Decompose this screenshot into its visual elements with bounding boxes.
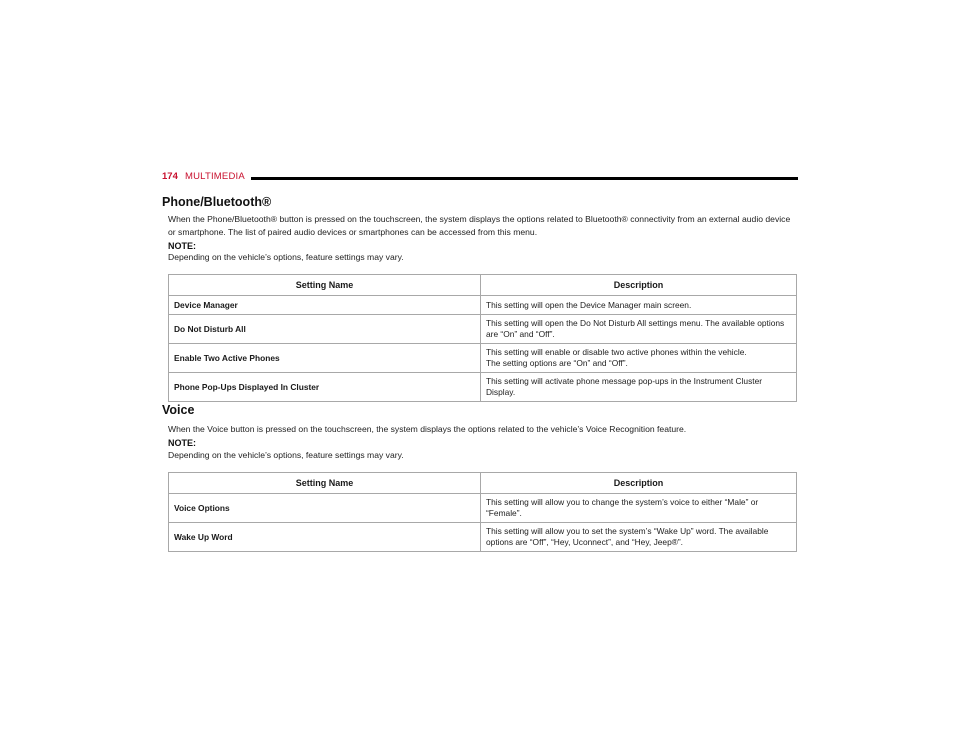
setting-name: Phone Pop-Ups Displayed In Cluster <box>169 373 481 402</box>
header-rule <box>251 177 798 180</box>
table-row <box>169 344 797 373</box>
phone-note-label: NOTE: <box>168 241 196 251</box>
phone-bluetooth-heading: Phone/Bluetooth® <box>162 195 272 209</box>
setting-description: This setting will activate phone message pop-ups in the Instrument Cluster Display. <box>481 373 797 402</box>
section-name: MULTIMEDIA <box>185 171 245 182</box>
phone-settings-table <box>168 274 797 402</box>
setting-description: This setting will open the Device Manager main screen. <box>481 296 797 315</box>
column-header-description: Description <box>481 473 797 494</box>
table-row <box>169 296 797 315</box>
column-header-setting-name: Setting Name <box>169 473 481 494</box>
setting-description <box>481 344 797 373</box>
page-header <box>162 171 798 185</box>
voice-note-label: NOTE: <box>168 438 196 448</box>
column-header-setting-name: Setting Name <box>169 275 481 296</box>
setting-description: This setting will open the Do Not Disturb All settings menu. The available options are “On” and “Off”. <box>481 315 797 344</box>
table-row <box>169 523 797 552</box>
voice-intro: When the Voice button is pressed on the touchscreen, the system displays the options related to the vehicle’s Voice Recognition feature. <box>168 424 687 434</box>
voice-heading: Voice <box>162 403 195 417</box>
voice-settings-table <box>168 472 797 552</box>
table-header-row <box>169 473 797 494</box>
voice-note-text: Depending on the vehicle’s options, feature settings may vary. <box>168 450 404 460</box>
table-header-row <box>169 275 797 296</box>
setting-name: Device Manager <box>169 296 481 315</box>
setting-description-line: This setting will enable or disable two active phones within the vehicle. <box>486 347 747 357</box>
phone-bluetooth-intro: When the Phone/Bluetooth® button is pressed on the touchscreen, the system displays the options related to Bluetooth® connectivity from an external audio device or smartphone. The list of paired audio devices or smartphones can be accessed from this menu. <box>168 214 791 237</box>
setting-description-line: The setting options are “On” and “Off”. <box>486 358 628 368</box>
phone-note-text: Depending on the vehicle’s options, feature settings may vary. <box>168 252 404 262</box>
setting-description: This setting will allow you to change the system’s voice to either “Male” or “Female”. <box>481 494 797 523</box>
table-row <box>169 494 797 523</box>
setting-name: Voice Options <box>169 494 481 523</box>
table-row <box>169 315 797 344</box>
setting-name: Enable Two Active Phones <box>169 344 481 373</box>
table-row <box>169 373 797 402</box>
page-number: 174 <box>162 171 178 182</box>
setting-description: This setting will allow you to set the system’s “Wake Up” word. The available options are “Off”, “Hey, Uconnect”, and “Hey, Jeep®”. <box>481 523 797 552</box>
setting-name: Do Not Disturb All <box>169 315 481 344</box>
setting-name: Wake Up Word <box>169 523 481 552</box>
column-header-description: Description <box>481 275 797 296</box>
